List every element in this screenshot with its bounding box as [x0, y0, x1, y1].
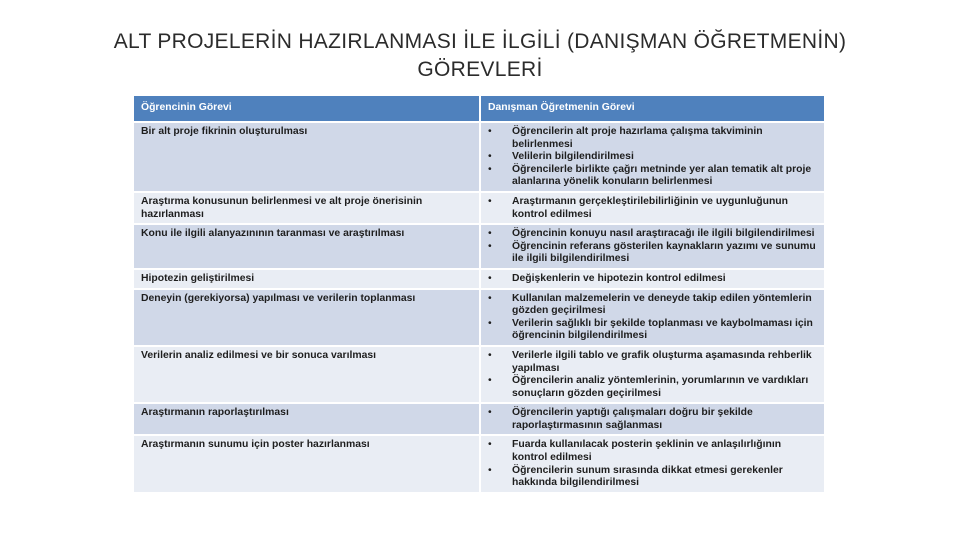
student-duty-cell: Deneyin (gerekiyorsa) yapılması ve verilerin toplanması: [134, 289, 480, 346]
slide-title: [40, 28, 920, 84]
student-duty-cell: Araştırmanın raporlaştırılması: [134, 403, 480, 435]
advisor-duty-list: [488, 293, 817, 343]
header-student-duty: Öğrencinin Görevi: [134, 96, 480, 122]
table-row: [134, 269, 824, 289]
list-item: • Öğrencilerin yaptığı çalışmaları doğru bir şekilde raporlaştırmasının sağlanması: [488, 407, 817, 432]
advisor-duty-list: [488, 439, 817, 489]
advisor-duty-list: [488, 196, 817, 221]
duties-table: [134, 96, 824, 494]
advisor-duty-cell: [480, 224, 824, 269]
list-item: • Verilerle ilgili tablo ve grafik oluşturma aşamasında rehberlik yapılması: [488, 350, 817, 375]
header-advisor-duty: Danışman Öğretmenin Görevi: [480, 96, 824, 122]
table-row: [134, 346, 824, 403]
list-item: • Velilerin bilgilendirilmesi: [488, 151, 817, 164]
list-item: • Öğrencilerle birlikte çağrı metninde yer alan tematik alt proje alanlarına yönelik konuların belirlenmesi: [488, 164, 817, 189]
table-row: [134, 289, 824, 346]
student-duty-cell: Konu ile ilgili alanyazınının taranması ve araştırılması: [134, 224, 480, 269]
student-duty-cell: Araştırma konusunun belirlenmesi ve alt proje önerisinin hazırlanması: [134, 192, 480, 224]
advisor-duty-cell: [480, 403, 824, 435]
list-item: • Öğrencinin konuyu nasıl araştıracağı ile ilgili bilgilendirilmesi: [488, 228, 817, 241]
table-body: [134, 122, 824, 493]
advisor-duty-cell: [480, 192, 824, 224]
table-header-row: [134, 96, 824, 122]
list-item: • Öğrencilerin sunum sırasında dikkat etmesi gerekenler hakkında bilgilendirilmesi: [488, 465, 817, 490]
table-row: [134, 403, 824, 435]
list-item: • Öğrencilerin alt proje hazırlama çalışma takviminin belirlenmesi: [488, 126, 817, 151]
list-item: • Verilerin sağlıklı bir şekilde toplanması ve kaybolmaması için öğrencinin bilgilendirilmesi: [488, 318, 817, 343]
advisor-duty-cell: [480, 289, 824, 346]
advisor-duty-cell: [480, 122, 824, 192]
advisor-duty-list: [488, 273, 817, 286]
list-item: • Öğrencinin referans gösterilen kaynakların yazımı ve sunumu ile ilgili bilgilendirilmesi: [488, 241, 817, 266]
table-row: [134, 435, 824, 492]
list-item: • Kullanılan malzemelerin ve deneyde takip edilen yöntemlerin gözden geçirilmesi: [488, 293, 817, 318]
list-item: • Araştırmanın gerçekleştirilebilirliğinin ve uygunluğunun kontrol edilmesi: [488, 196, 817, 221]
table-row: [134, 224, 824, 269]
duties-table-container: [134, 96, 824, 518]
table-row: [134, 192, 824, 224]
student-duty-cell: Hipotezin geliştirilmesi: [134, 269, 480, 289]
advisor-duty-list: [488, 407, 817, 432]
student-duty-cell: Bir alt proje fikrinin oluşturulması: [134, 122, 480, 192]
advisor-duty-cell: [480, 346, 824, 403]
student-duty-cell: Araştırmanın sunumu için poster hazırlanması: [134, 435, 480, 492]
advisor-duty-list: [488, 126, 817, 189]
advisor-duty-cell: [480, 269, 824, 289]
table-row: [134, 122, 824, 192]
slide-title-line-2: GÖREVLERİ: [417, 58, 543, 81]
student-duty-cell: Verilerin analiz edilmesi ve bir sonuca varılması: [134, 346, 480, 403]
advisor-duty-list: [488, 228, 817, 266]
slide-title-line-1: ALT PROJELERİN HAZIRLANMASI İLE İLGİLİ (DANIŞMAN ÖĞRETMENİN): [113, 30, 847, 53]
advisor-duty-list: [488, 350, 817, 400]
list-item: • Öğrencilerin analiz yöntemlerinin, yorumlarının ve vardıkları sonuçların gözden geçirilmesi: [488, 375, 817, 400]
list-item: • Değişkenlerin ve hipotezin kontrol edilmesi: [488, 273, 817, 286]
advisor-duty-cell: [480, 435, 824, 492]
list-item: • Fuarda kullanılacak posterin şeklinin ve anlaşılırlığının kontrol edilmesi: [488, 439, 817, 464]
